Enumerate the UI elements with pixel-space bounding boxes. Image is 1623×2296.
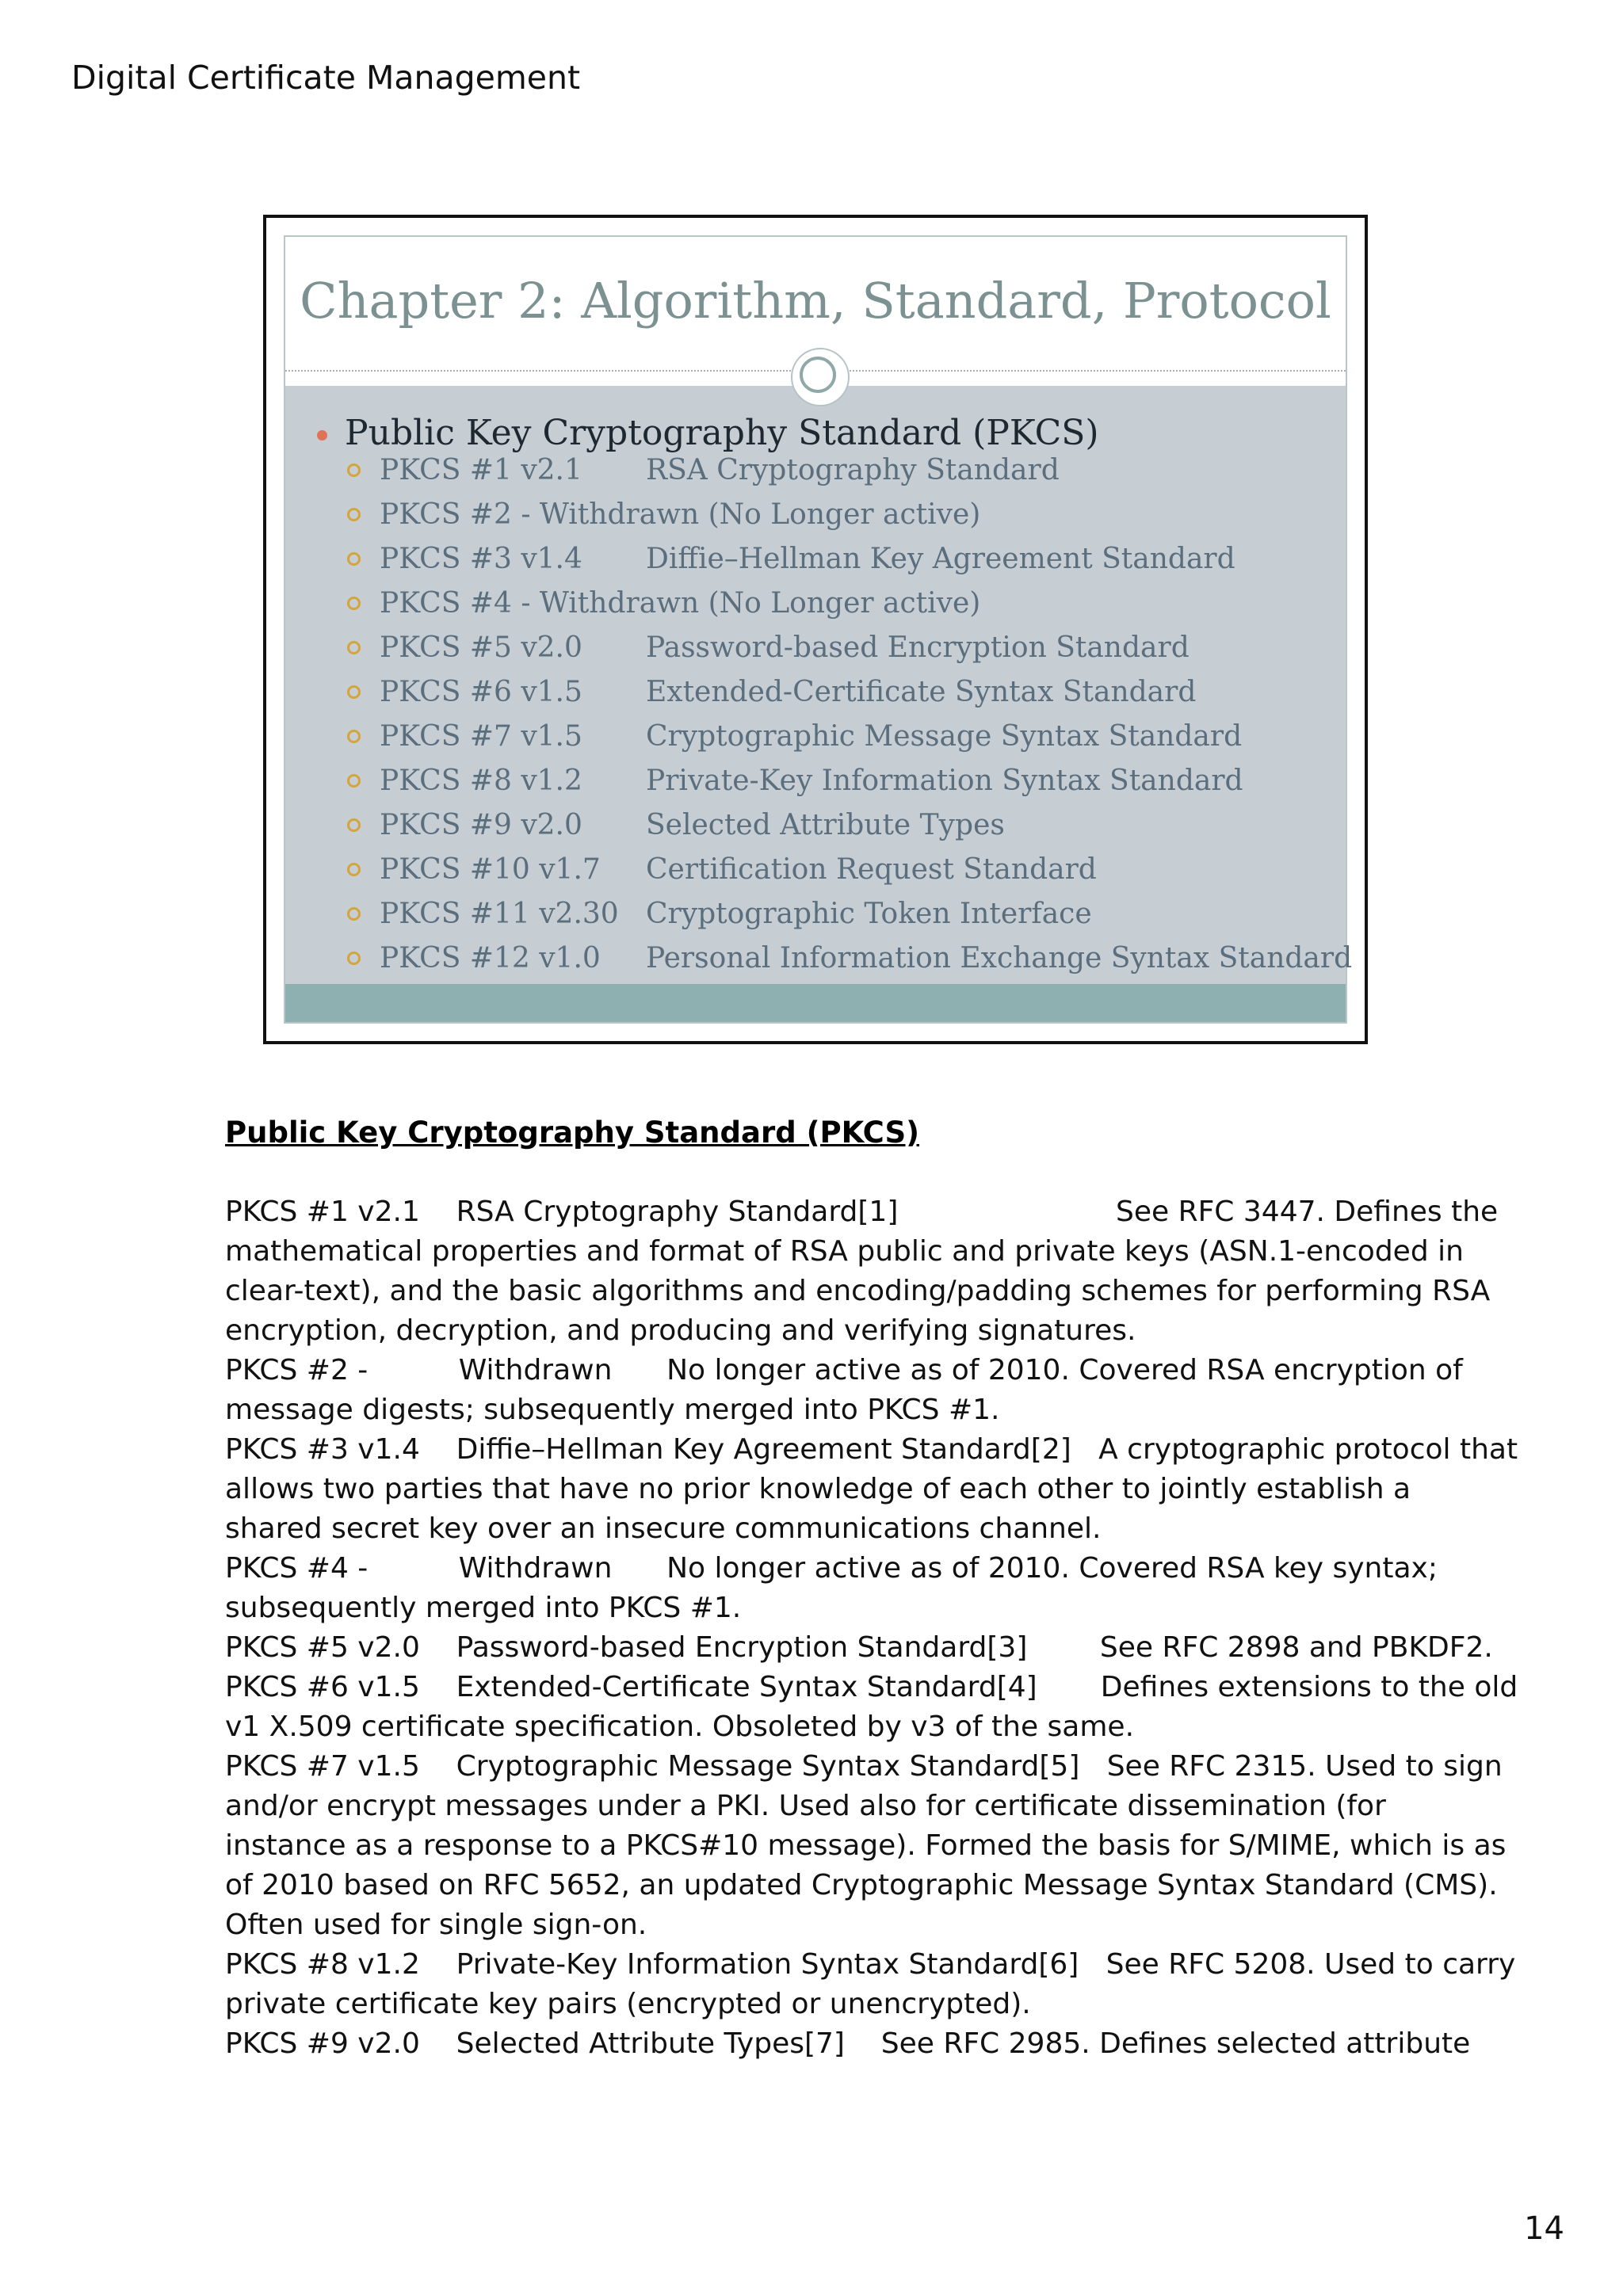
slide-sub-item [347, 454, 1352, 498]
pkcs-desc: Extended-Certificate Syntax Standard [646, 676, 1197, 708]
ring-bullet-icon [347, 730, 361, 743]
body-line: encryption, decryption, and producing and verifying signatures. [225, 1314, 1136, 1347]
ring-bullet-icon [347, 508, 361, 521]
body-line: subsequently merged into PKCS #1. [225, 1592, 742, 1624]
body-line: PKCS #7 v1.5 Cryptographic Message Syntax Standard[5] See RFC 2315. Used to sign [225, 1750, 1503, 1783]
slide-sub-item [347, 853, 1352, 898]
slide-title: Chapter 2: Algorithm, Standard, Protocol [300, 272, 1331, 330]
page-number: 14 [1524, 2210, 1564, 2247]
body-line: private certificate key pairs (encrypted or unencrypted). [225, 1988, 1031, 2020]
body-line: instance as a response to a PKCS#10 message). Formed the basis for S/MIME, which is as [225, 1829, 1507, 1862]
ring-bullet-icon [347, 552, 361, 566]
pkcs-id: PKCS #3 v1.4 [380, 543, 582, 575]
ring-bullet-icon [347, 863, 361, 876]
pkcs-desc: Private-Key Information Syntax Standard [646, 765, 1243, 797]
body-line: and/or encrypt messages under a PKI. Used also for certificate dissemination (for [225, 1790, 1386, 1822]
slide-sub-item [347, 498, 1352, 543]
slide-circle-ornament-icon [792, 349, 848, 405]
pkcs-desc: Personal Information Exchange Syntax Standard [646, 942, 1353, 974]
body-line: clear-text), and the basic algorithms and encoding/padding schemes for performing RSA [225, 1275, 1491, 1307]
body-line: PKCS #3 v1.4 Diffie–Hellman Key Agreement Standard[2] A cryptographic protocol that [225, 1433, 1518, 1466]
body-line: PKCS #8 v1.2 Private-Key Information Syntax Standard[6] See RFC 5208. Used to carry [225, 1948, 1516, 1981]
ring-bullet-icon [347, 685, 361, 699]
body-line: PKCS #1 v2.1 RSA Cryptography Standard[1] See RFC 3447. Defines the [225, 1196, 1499, 1228]
pkcs-id: PKCS #6 v1.5 [380, 676, 582, 708]
ring-bullet-icon [347, 641, 361, 654]
pkcs-id: PKCS #11 v2.30 [380, 898, 619, 930]
slide-footer-bar [285, 984, 1346, 1022]
pkcs-id: PKCS #9 v2.0 [380, 809, 582, 841]
body-line: mathematical properties and format of RSA public and private keys (ASN.1-encoded in [225, 1235, 1464, 1268]
pkcs-desc: RSA Cryptography Standard [646, 454, 1060, 486]
ring-bullet-icon [347, 952, 361, 965]
slide-sub-item [347, 942, 1352, 986]
slide-sub-list [347, 454, 1352, 986]
slide-sub-item [347, 898, 1352, 942]
bullet-dot-icon [317, 430, 327, 441]
body-line: allows two parties that have no prior knowledge of each other to jointly establish a [225, 1473, 1411, 1505]
body-line: PKCS #9 v2.0 Selected Attribute Types[7] See RFC 2985. Defines selected attribute [225, 2027, 1471, 2060]
pkcs-desc: Cryptographic Token Interface [646, 898, 1092, 930]
slide-sub-item [347, 543, 1352, 587]
slide-main-bullet-text: Public Key Cryptography Standard (PKCS) [345, 413, 1099, 453]
pkcs-id: PKCS #7 v1.5 [380, 720, 582, 753]
slide-sub-item [347, 720, 1352, 765]
pkcs-id: PKCS #8 v1.2 [380, 765, 582, 797]
pkcs-desc: Certification Request Standard [646, 853, 1097, 886]
slide-sub-item [347, 676, 1352, 720]
body-line: shared secret key over an insecure communications channel. [225, 1512, 1102, 1545]
ring-bullet-icon [347, 818, 361, 832]
body-line: Often used for single sign-on. [225, 1909, 647, 1941]
slide-image [263, 215, 1368, 1044]
pkcs-desc: Selected Attribute Types [646, 809, 1005, 841]
body-line: PKCS #2 - Withdrawn No longer active as of 2010. Covered RSA encryption of [225, 1354, 1463, 1386]
body-line: v1 X.509 certificate specification. Obsoleted by v3 of the same. [225, 1711, 1135, 1743]
slide-sub-item [347, 809, 1352, 853]
pkcs-id: PKCS #2 - Withdrawn (No Longer active) [380, 498, 981, 531]
pkcs-id: PKCS #12 v1.0 [380, 942, 601, 974]
body-line: of 2010 based on RFC 5652, an updated Cryptographic Message Syntax Standard (CMS). [225, 1869, 1498, 1901]
body-line: PKCS #5 v2.0 Password-based Encryption Standard[3] See RFC 2898 and PBKDF2. [225, 1631, 1493, 1664]
pkcs-desc: Diffie–Hellman Key Agreement Standard [646, 543, 1235, 575]
document-header-title: Digital Certificate Management [71, 59, 581, 97]
slide-inner-border [284, 235, 1353, 1024]
slide-sub-item [347, 587, 1352, 631]
pkcs-id: PKCS #5 v2.0 [380, 631, 582, 664]
slide-main-bullet [317, 413, 1099, 453]
ring-bullet-icon [347, 463, 361, 477]
pkcs-id: PKCS #4 - Withdrawn (No Longer active) [380, 587, 981, 620]
pkcs-id: PKCS #1 v2.1 [380, 454, 582, 486]
slide-sub-item [347, 765, 1352, 809]
pkcs-desc: Password-based Encryption Standard [646, 631, 1190, 664]
body-paragraph [225, 1192, 1518, 2064]
ring-bullet-icon [347, 907, 361, 921]
section-heading: Public Key Cryptography Standard (PKCS) [225, 1116, 920, 1150]
ring-bullet-icon [347, 774, 361, 788]
body-line: PKCS #4 - Withdrawn No longer active as of 2010. Covered RSA key syntax; [225, 1552, 1438, 1585]
body-line: message digests; subsequently merged into PKCS #1. [225, 1394, 1000, 1426]
body-line: PKCS #6 v1.5 Extended-Certificate Syntax Standard[4] Defines extensions to the old [225, 1671, 1518, 1703]
pkcs-desc: Cryptographic Message Syntax Standard [646, 720, 1243, 753]
slide-sub-item [347, 631, 1352, 676]
pkcs-id: PKCS #10 v1.7 [380, 853, 601, 886]
ring-bullet-icon [347, 597, 361, 610]
